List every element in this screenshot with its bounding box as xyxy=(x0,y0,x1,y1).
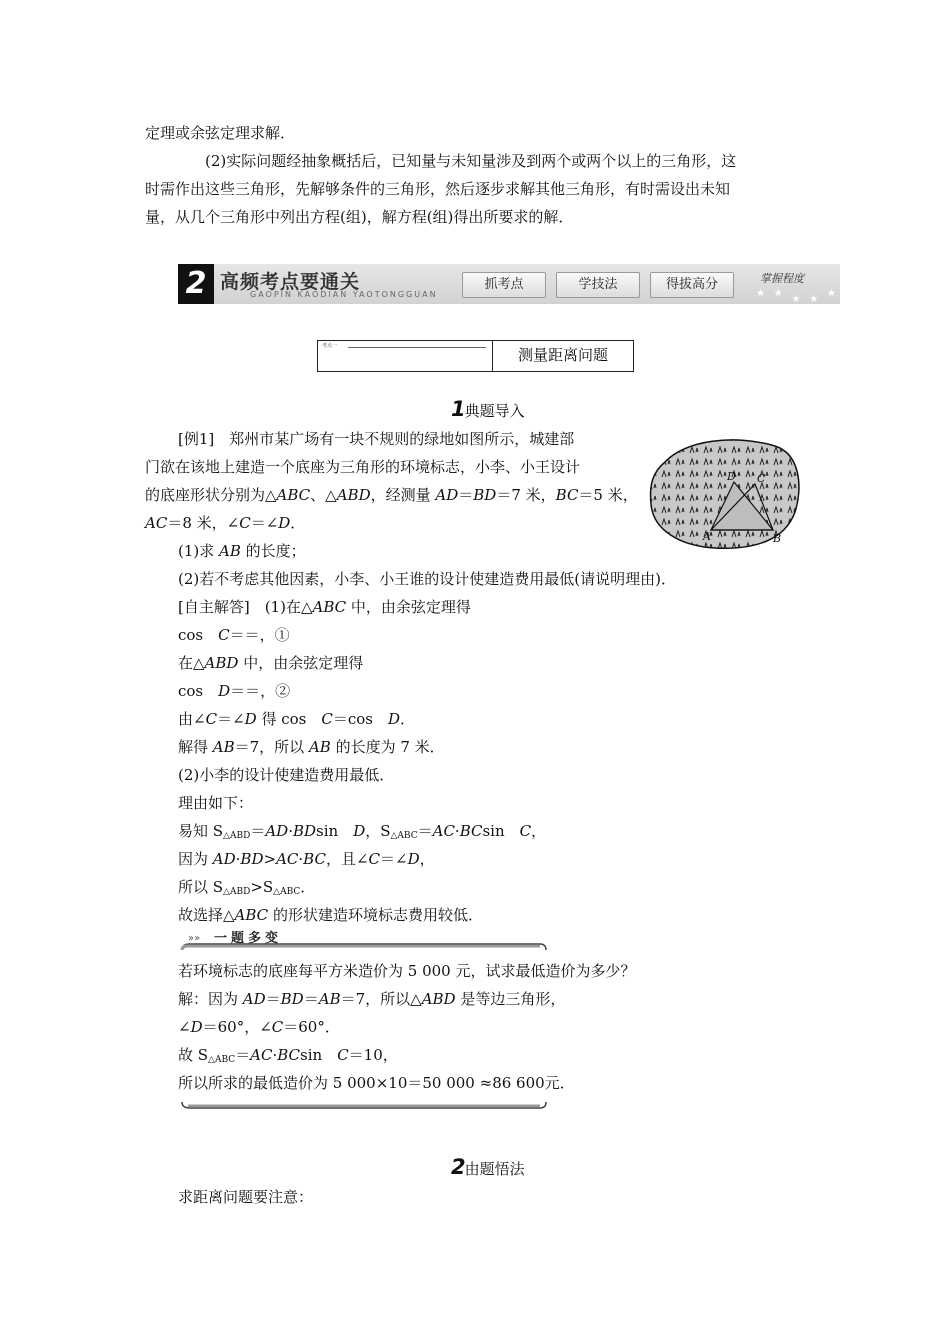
solution-line-10: 因为 AD·BD>AC·BC，且∠C＝∠D， xyxy=(178,850,435,868)
intro-line-2: (2)实际问题经抽象概括后，已知量与未知量涉及到两个或两个以上的三角形，这 xyxy=(205,152,737,170)
example-line-3: 的底座形状分别为△ABC、△ABD，经测量 AD＝BD＝7 米，BC＝5 米， xyxy=(145,486,638,504)
example-line-4: AC＝8 米，∠C＝∠D． xyxy=(145,514,306,532)
solution-line-2: cos C＝＝，① xyxy=(178,626,290,644)
section-banner xyxy=(178,264,840,304)
variant-footer xyxy=(178,1100,548,1112)
tab-grasp-points[interactable]: 抓考点 xyxy=(462,272,546,298)
solution-line-12: 故选择△ABC 的形状建造环境标志费用较低． xyxy=(178,906,483,924)
chevrons-icon: »» xyxy=(188,933,201,944)
variant-label: 一题多变 xyxy=(214,931,283,946)
variant-line-5: 所以所求的最低造价为 5 000×10＝50 000 ≈86 600元． xyxy=(178,1074,575,1092)
topic-title: 测量距离问题 xyxy=(517,346,608,364)
example-line-2: 门欲在该地上建造一个底座为三角形的环境标志，小李、小王设计 xyxy=(145,458,581,476)
solution-line-11: 所以 $S_{\triangle ABD}>S_{\triangle ABC}$． xyxy=(178,878,316,897)
label-b: B xyxy=(773,532,782,545)
solution-line-1: [自主解答] (1)在△ABC 中，由余弦定理得 xyxy=(178,598,471,616)
topic-number: 考点一 xyxy=(322,343,338,349)
section-heading-method xyxy=(451,1156,525,1180)
label-a: A xyxy=(703,530,711,543)
mastery-label: 掌握程度 xyxy=(760,272,804,285)
question-2: (2)若不考虑其他因素，小李、小王谁的设计使建造费用最低(请说明理由)． xyxy=(178,570,676,588)
section-title: 由题悟法 xyxy=(464,1160,525,1178)
topic-box xyxy=(317,340,634,372)
tab-high-scores[interactable]: 得拔高分 xyxy=(650,272,734,298)
topic-label-cell xyxy=(318,341,493,371)
solution-line-8: 理由如下： xyxy=(178,794,254,812)
solution-line-7: (2)小李的设计使建造费用最低． xyxy=(178,766,395,784)
solution-line-6: 解得 AB＝7，所以 AB 的长度为 7 米． xyxy=(178,738,445,756)
closing-line: 求距离问题要注意： xyxy=(178,1188,314,1206)
mastery-stars xyxy=(756,282,836,305)
star-icon: ★ xyxy=(773,288,783,299)
tab-learn-methods[interactable]: 学技法 xyxy=(556,272,640,298)
section-number: 1 xyxy=(451,397,465,421)
green-area-figure xyxy=(645,432,805,554)
question-1: (1)求 AB 的长度； xyxy=(178,542,306,560)
variant-line-1: 若环境标志的底座每平方米造价为 5 000 元，试求最低造价为多少？ xyxy=(178,962,636,980)
label-d: D xyxy=(727,470,736,483)
solution-line-4: cos D＝＝，② xyxy=(178,682,291,700)
variant-line-4: 故 $S_{\triangle ABC}=AC\cdot BCsin$ C＝10， xyxy=(178,1046,398,1065)
variant-header xyxy=(178,930,548,952)
star-icon: ★ xyxy=(756,288,765,299)
example-line-1: [例1] 郑州市某广场有一块不规则的绿地如图所示，城建部 xyxy=(178,430,575,448)
solution-line-5: 由∠C＝∠D 得 cos C＝cos D． xyxy=(178,710,416,728)
variant-line-3: ∠D＝60°，∠C＝60°． xyxy=(178,1018,340,1036)
section-number: 2 xyxy=(451,1155,465,1179)
banner-pinyin: GAOPIN KAODIAN YAOTONGGUAN xyxy=(250,290,438,299)
solution-line-9: 易知 $S_{\triangle ABD}=AD\cdot BDsin$ D，$S_{\triangle ABC}=AC\cdot BCsin$ C， xyxy=(178,822,547,841)
star-icon: ★ xyxy=(791,294,801,305)
intro-line-3: 时需作出这些三角形，先解够条件的三角形，然后逐步求解其他三角形，有时需设出未知 xyxy=(145,180,731,198)
intro-line-4: 量，从几个三角形中列出方程(组)，解方程(组)得出所要求的解． xyxy=(145,208,574,226)
section-heading-typical xyxy=(451,398,525,422)
intro-line-1: 定理或余弦定理求解． xyxy=(145,124,296,142)
topic-rule xyxy=(348,347,486,348)
label-c: C xyxy=(757,472,766,485)
section-title: 典题导入 xyxy=(464,402,525,420)
variant-line-2: 解：因为 AD＝BD＝AB＝7，所以△ABD 是等边三角形， xyxy=(178,990,566,1008)
star-icon: ★ xyxy=(827,288,836,299)
banner-title: 高频考点要通关 xyxy=(220,271,361,293)
star-icon: ★ xyxy=(809,294,819,305)
solution-line-3: 在△ABD 中，由余弦定理得 xyxy=(178,654,364,672)
banner-number: 2 xyxy=(178,264,214,304)
